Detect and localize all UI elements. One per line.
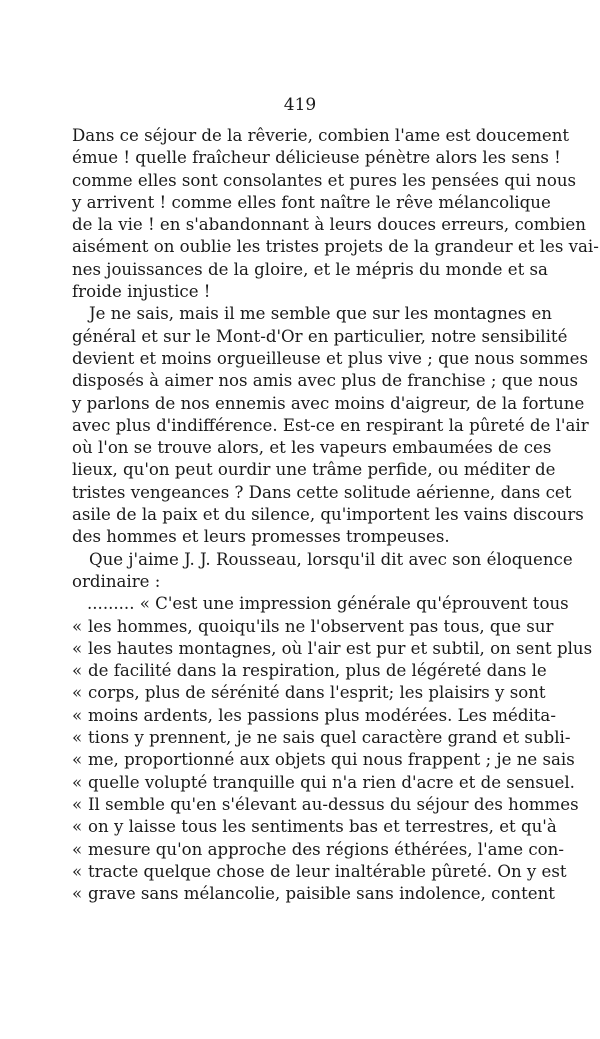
quote-text: quelle volupté tranquille qui n'a rien d'acre et de sensuel. xyxy=(88,772,575,792)
text-line: y arrivent ! comme elles font naître le rêve mélancolique xyxy=(72,192,551,212)
text-line: devient et moins orgueilleuse et plus vive ; que nous sommes xyxy=(72,348,588,368)
text-line: émue ! quelle fraîcheur délicieuse pénètre alors les sens ! xyxy=(72,148,561,168)
text-line: ordinaire : xyxy=(72,571,161,591)
quote-mark: « xyxy=(72,884,83,904)
quote-line xyxy=(72,616,554,638)
quote-mark: « xyxy=(72,817,83,837)
body-text xyxy=(72,125,599,905)
paragraph xyxy=(72,303,589,548)
quote-line xyxy=(72,727,571,749)
quote-line xyxy=(72,794,579,816)
text-line: tristes vengeances ? Dans cette solitude aérienne, dans cet xyxy=(72,482,572,502)
quote-text: Il semble qu'en s'élevant au-dessus du séjour des hommes xyxy=(88,794,579,814)
quote-line: ......... « C'est une impression générale qu'éprouvent tous xyxy=(87,594,569,614)
quote-text: les hommes, quoiqu'ils ne l'observent pas tous, que sur xyxy=(88,616,554,636)
quote-mark: « xyxy=(72,839,83,859)
text-line: nes jouissances de la gloire, et le mépris du monde et sa xyxy=(72,259,548,279)
paragraph xyxy=(72,549,573,594)
quote-text: tions y prennent, je ne sais quel caractère grand et subli- xyxy=(88,728,571,748)
text-line: où l'on se trouve alors, et les vapeurs embaumées de ces xyxy=(72,438,552,458)
quote-line xyxy=(72,705,556,727)
paragraph xyxy=(72,125,599,303)
text-line: des hommes et leurs promesses trompeuses. xyxy=(72,527,450,547)
quote-line xyxy=(72,638,593,660)
quote-text: tracte quelque chose de leur inaltérable pûreté. On y est xyxy=(88,861,567,881)
quote-mark: « xyxy=(72,861,83,881)
quote-mark: « xyxy=(72,794,83,814)
quote-text: de facilité dans la respiration, plus de légéreté dans le xyxy=(88,661,547,681)
text-line: comme elles sont consolantes et pures les pensées qui nous xyxy=(72,170,577,190)
quote-line xyxy=(72,772,575,794)
quote-text: moins ardents, les passions plus modérées. Les médita- xyxy=(88,705,556,725)
text-line: général et sur le Mont-d'Or en particulier, notre sensibilité xyxy=(72,326,568,346)
page-number: 419 xyxy=(283,95,317,115)
quote-text: on y laisse tous les sentiments bas et terrestres, et qu'à xyxy=(88,817,557,837)
quote-line xyxy=(72,660,547,682)
quote-mark: « xyxy=(72,728,83,748)
text-line: avec plus d'indifférence. Est-ce en respirant la pûreté de l'air xyxy=(72,415,589,435)
quote-mark: « xyxy=(72,616,83,636)
text-line: lieux, qu'on peut ourdir une trâme perfide, ou méditer de xyxy=(72,460,556,480)
quote-line xyxy=(72,682,546,704)
quotation xyxy=(72,593,593,905)
quote-line xyxy=(72,883,555,905)
quote-mark: « xyxy=(72,750,83,770)
quote-line xyxy=(72,749,575,771)
quote-text: me, proportionné aux objets qui nous frappent ; je ne sais xyxy=(88,750,575,770)
quote-line xyxy=(72,861,567,883)
text-line: de la vie ! en s'abandonnant à leurs douces erreurs, combien xyxy=(72,215,586,235)
quote-mark: « xyxy=(72,683,83,703)
quote-line xyxy=(72,816,557,838)
quote-text: grave sans mélancolie, paisible sans indolence, content xyxy=(88,884,555,904)
text-line: Que j'aime J. J. Rousseau, lorsqu'il dit avec son éloquence xyxy=(89,549,573,569)
text-line: disposés à aimer nos amis avec plus de franchise ; que nous xyxy=(72,371,578,391)
quote-text: mesure qu'on approche des régions éthérées, l'ame con- xyxy=(88,839,564,859)
quote-mark: « xyxy=(72,772,83,792)
quote-mark: « xyxy=(72,638,83,658)
text-line: froide injustice ! xyxy=(72,282,211,302)
text-line: Dans ce séjour de la rêverie, combien l'ame est doucement xyxy=(72,126,570,145)
quote-mark: « xyxy=(72,705,83,725)
quote-text: corps, plus de sérénité dans l'esprit; les plaisirs y sont xyxy=(88,683,546,703)
quote-mark: « xyxy=(72,661,83,681)
quote-text: les hautes montagnes, où l'air est pur et subtil, on sent plus xyxy=(88,638,593,658)
text-line: aisément on oublie les tristes projets de la grandeur et les vai- xyxy=(72,237,599,257)
text-line: y parlons de nos ennemis avec moins d'aigreur, de la fortune xyxy=(72,393,585,413)
text-line: asile de la paix et du silence, qu'importent les vains discours xyxy=(72,505,584,525)
quote-line xyxy=(72,839,564,861)
text-line: Je ne sais, mais il me semble que sur les montagnes en xyxy=(89,304,552,324)
